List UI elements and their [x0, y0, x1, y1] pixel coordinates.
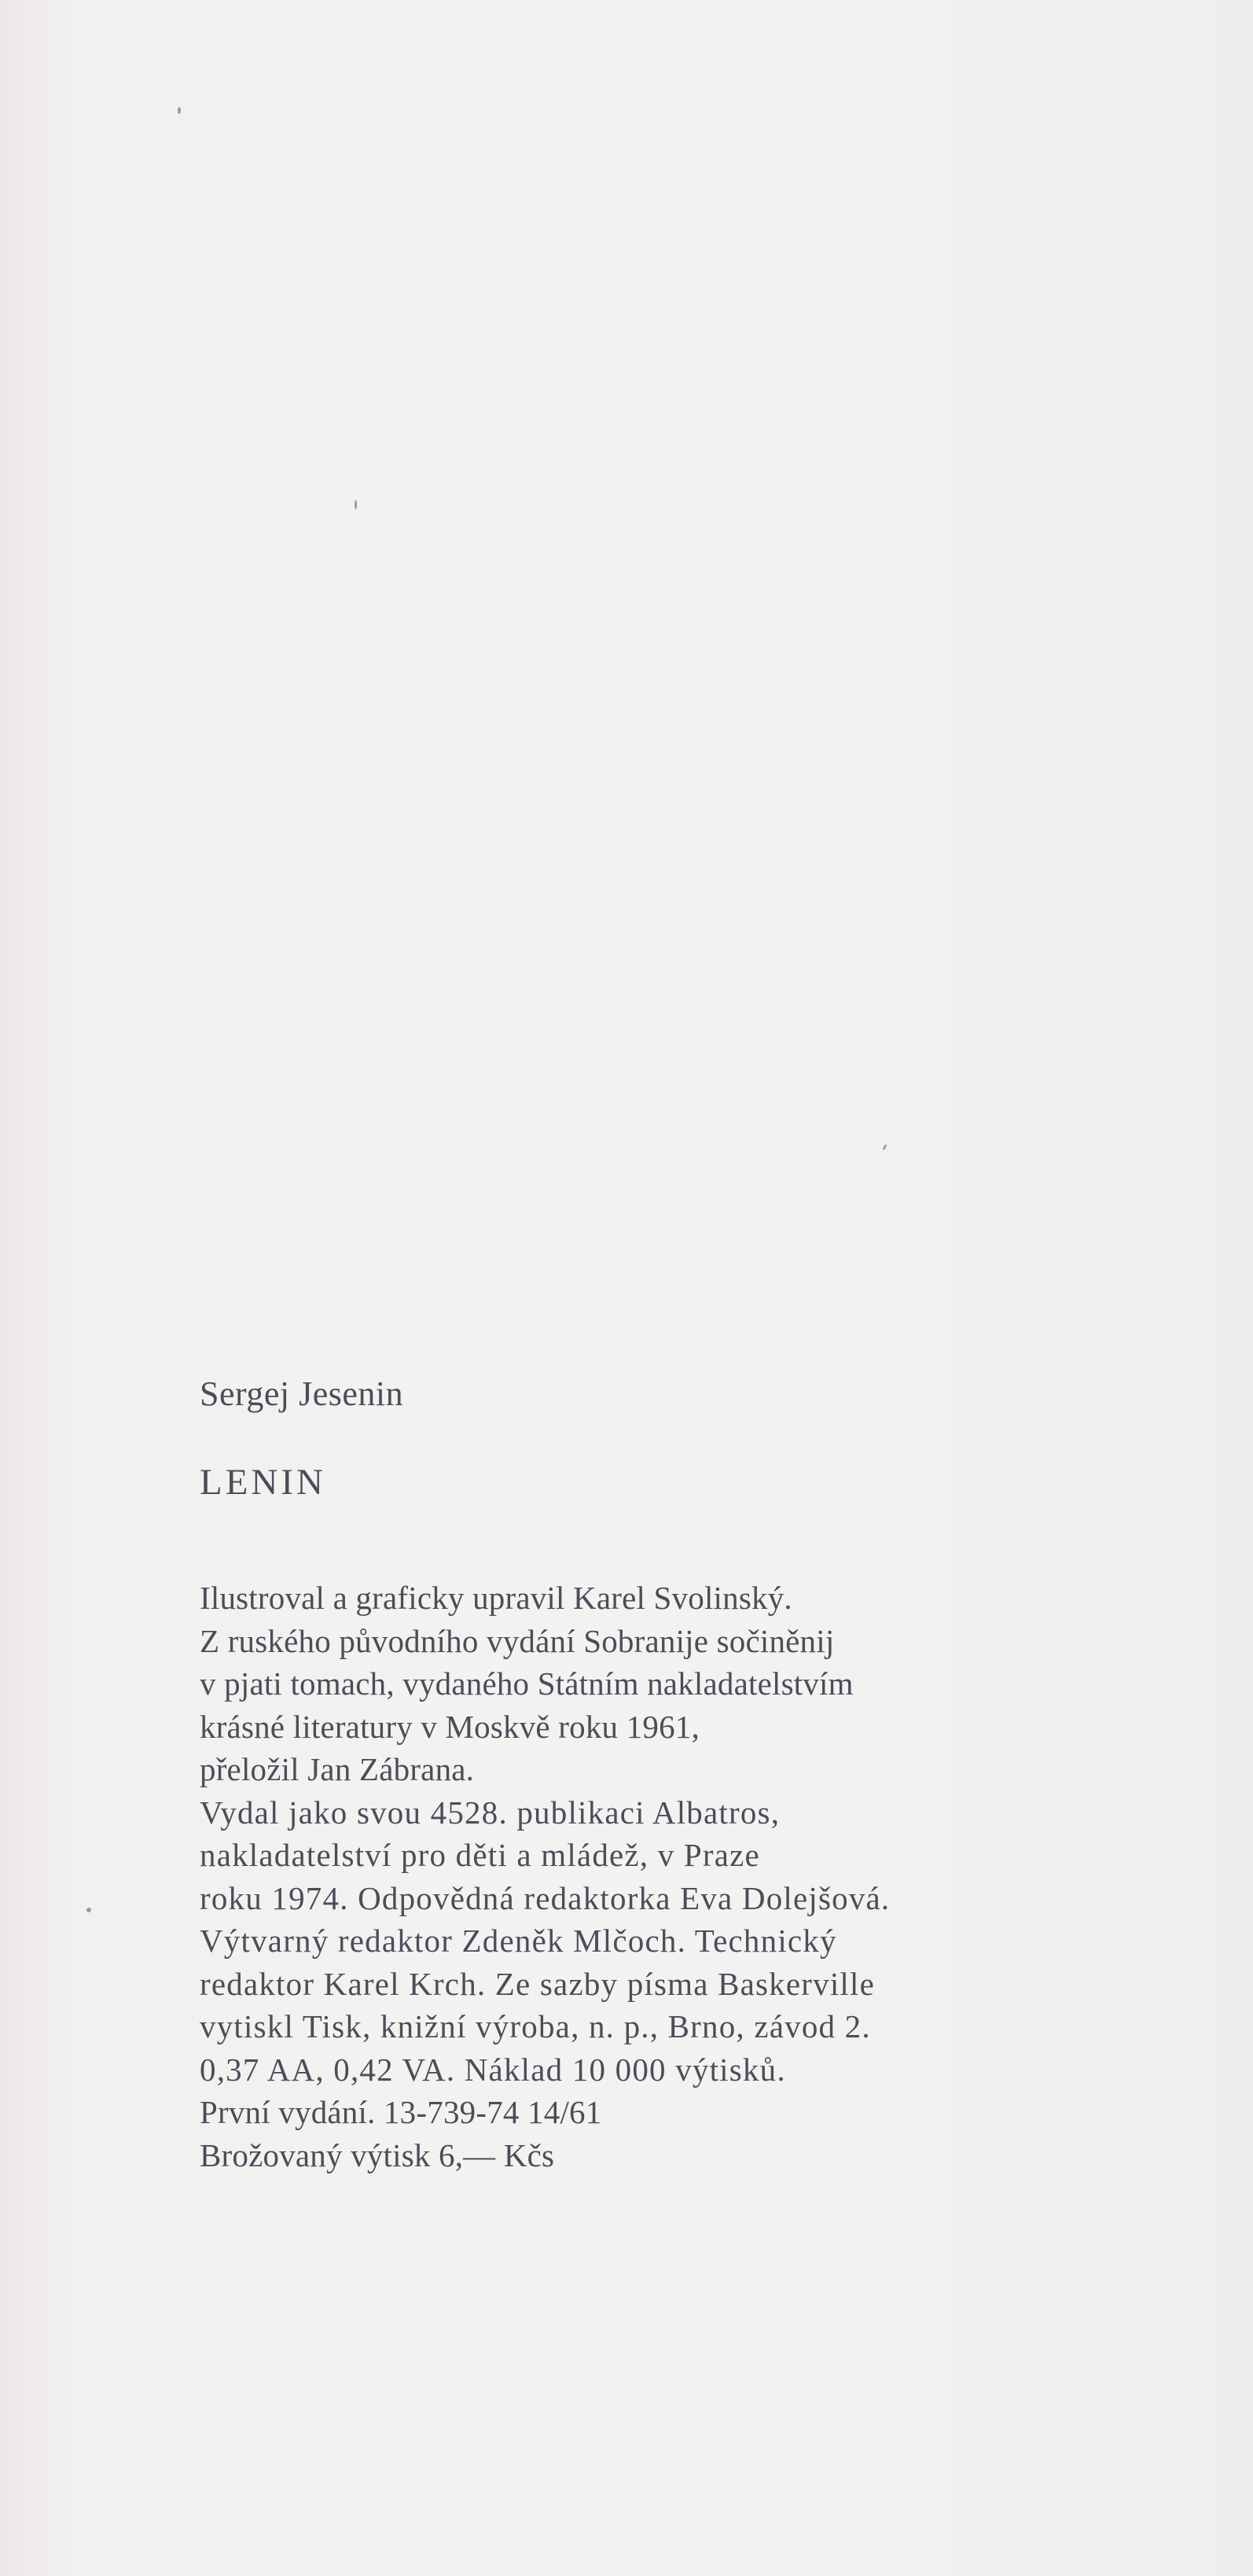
imprint-line: vytiskl Tisk, knižní výroba, n. p., Brno, závod 2.	[200, 2008, 871, 2044]
imprint-line: První vydání. 13-739-74 14/61	[200, 2094, 602, 2130]
author-name: Sergej Jesenin	[200, 1374, 404, 1413]
imprint-line: nakladatelství pro děti a mládež, v Praze	[200, 1837, 760, 1873]
paper-speck	[178, 107, 181, 114]
imprint-line: přeložil Jan Zábrana.	[200, 1751, 475, 1787]
paper-speck	[355, 500, 357, 510]
imprint-line: Výtvarný redaktor Zdeněk Mlčoch. Technický	[200, 1923, 837, 1959]
imprint-line: roku 1974. Odpovědná redaktorka Eva Dolejšová.	[200, 1879, 891, 1916]
imprint-line: redaktor Karel Krch. Ze sazby písma Baskerville	[200, 1965, 876, 2002]
imprint-text	[200, 1577, 890, 2177]
imprint-line: Brožovaný výtisk 6,— Kčs	[200, 2136, 555, 2173]
imprint-line: Z ruského původního vydání Sobranije sočiněnij	[200, 1622, 835, 1659]
book-title: LENIN	[200, 1462, 326, 1503]
paper-speck	[882, 1144, 887, 1150]
imprint-line: v pjati tomach, vydaného Státním nakladatelstvím	[200, 1665, 854, 1702]
imprint-line: 0,37 AA, 0,42 VA. Náklad 10 000 výtisků.	[200, 2051, 786, 2088]
imprint-line: Vydal jako svou 4528. publikaci Albatros,	[200, 1794, 781, 1831]
imprint-line: Ilustroval a graficky upravil Karel Svolinský.	[200, 1580, 792, 1616]
paper-speck	[86, 1908, 91, 1912]
imprint-line: krásné literatury v Moskvě roku 1961,	[200, 1708, 700, 1745]
colophon	[200, 1372, 1064, 2173]
